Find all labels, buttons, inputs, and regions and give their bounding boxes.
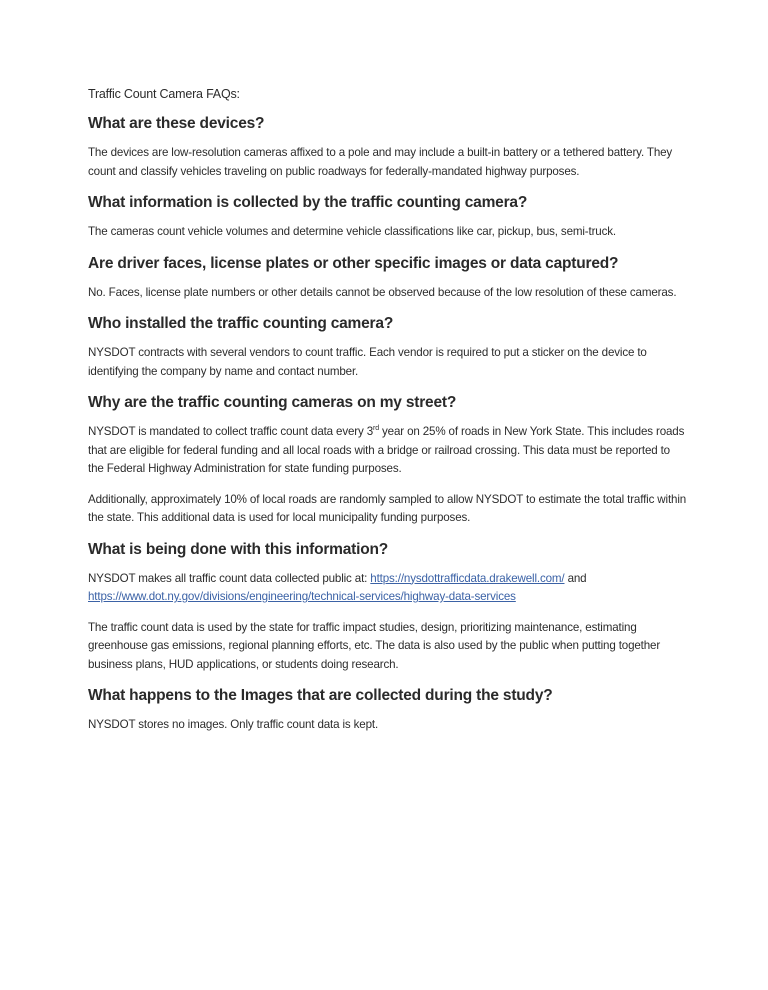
document-title: Traffic Count Camera FAQs: bbox=[88, 87, 240, 101]
faq-heading: What information is collected by the traffic counting camera? bbox=[88, 194, 528, 211]
faq-section-images bbox=[88, 686, 688, 735]
faq-heading: Who installed the traffic counting camera? bbox=[88, 315, 394, 332]
faq-answer: Additionally, approximately 10% of local roads are randomly sampled to allow NYSDOT to estimate the total traffic within the state. This additional data is used for local municipality funding purposes. bbox=[88, 492, 687, 524]
ordinal-superscript: rd bbox=[373, 425, 379, 433]
mandate-text-before: NYSDOT is mandated to collect traffic count data every 3 bbox=[88, 425, 374, 438]
faq-answer-links bbox=[88, 570, 688, 607]
links-intro-text: NYSDOT makes all traffic count data collected public at: bbox=[88, 571, 371, 585]
faq-section-devices bbox=[88, 114, 688, 181]
faq-answer: No. Faces, license plate numbers or other details cannot be observed because of the low resolution of these cameras. bbox=[88, 285, 677, 299]
faq-heading: What are these devices? bbox=[88, 115, 265, 132]
faq-heading: Are driver faces, license plates or other specific images or data captured? bbox=[88, 254, 619, 272]
faq-section-data-usage bbox=[88, 540, 688, 675]
faq-answer: The traffic count data is used by the state for traffic impact studies, design, prioritizing maintenance, estimating greenhouse gas emissions, regional planning efforts, etc. The data is also used by the public when putting together business plans, HUD applications, or students doing research. bbox=[88, 620, 661, 671]
nysdot-highway-data-link[interactable]: https://www.dot.ny.gov/divisions/engineering/technical-services/highway-data-services bbox=[88, 590, 516, 603]
faq-section-why-my-street bbox=[88, 393, 688, 528]
faq-document bbox=[88, 86, 688, 747]
faq-answer: NYSDOT stores no images. Only traffic count data is kept. bbox=[88, 718, 379, 731]
faq-answer: NYSDOT contracts with several vendors to count traffic. Each vendor is required to put a sticker on the device to identifying the company by name and contact number. bbox=[88, 346, 647, 378]
faq-section-installer bbox=[88, 314, 688, 381]
faq-answer: The devices are low-resolution cameras affixed to a pole and may include a built-in battery or a tethered battery. They count and classify vehicles traveling on public roadways for federally-mandated highway purposes. bbox=[88, 146, 673, 178]
drakewell-data-link[interactable]: https://nysdottrafficdata.drakewell.com/ bbox=[370, 571, 565, 585]
faq-section-information-collected bbox=[88, 193, 688, 242]
faq-answer-mandate bbox=[88, 423, 688, 479]
faq-section-privacy bbox=[88, 254, 688, 303]
links-joiner-text: and bbox=[564, 571, 587, 585]
faq-heading: Why are the traffic counting cameras on my street? bbox=[88, 394, 457, 411]
mandate-text-after: year on 25% of roads in New York State. This includes roads that are eligible for federal funding and all local roads with a bridge or railroad crossing. This data must be reported to the Federal Highway Administration for state funding purposes. bbox=[88, 425, 685, 475]
faq-heading: What happens to the Images that are collected during the study? bbox=[88, 687, 553, 704]
faq-answer: The cameras count vehicle volumes and determine vehicle classifications like car, pickup, bus, semi-truck. bbox=[88, 225, 616, 238]
faq-heading: What is being done with this information? bbox=[88, 540, 389, 558]
